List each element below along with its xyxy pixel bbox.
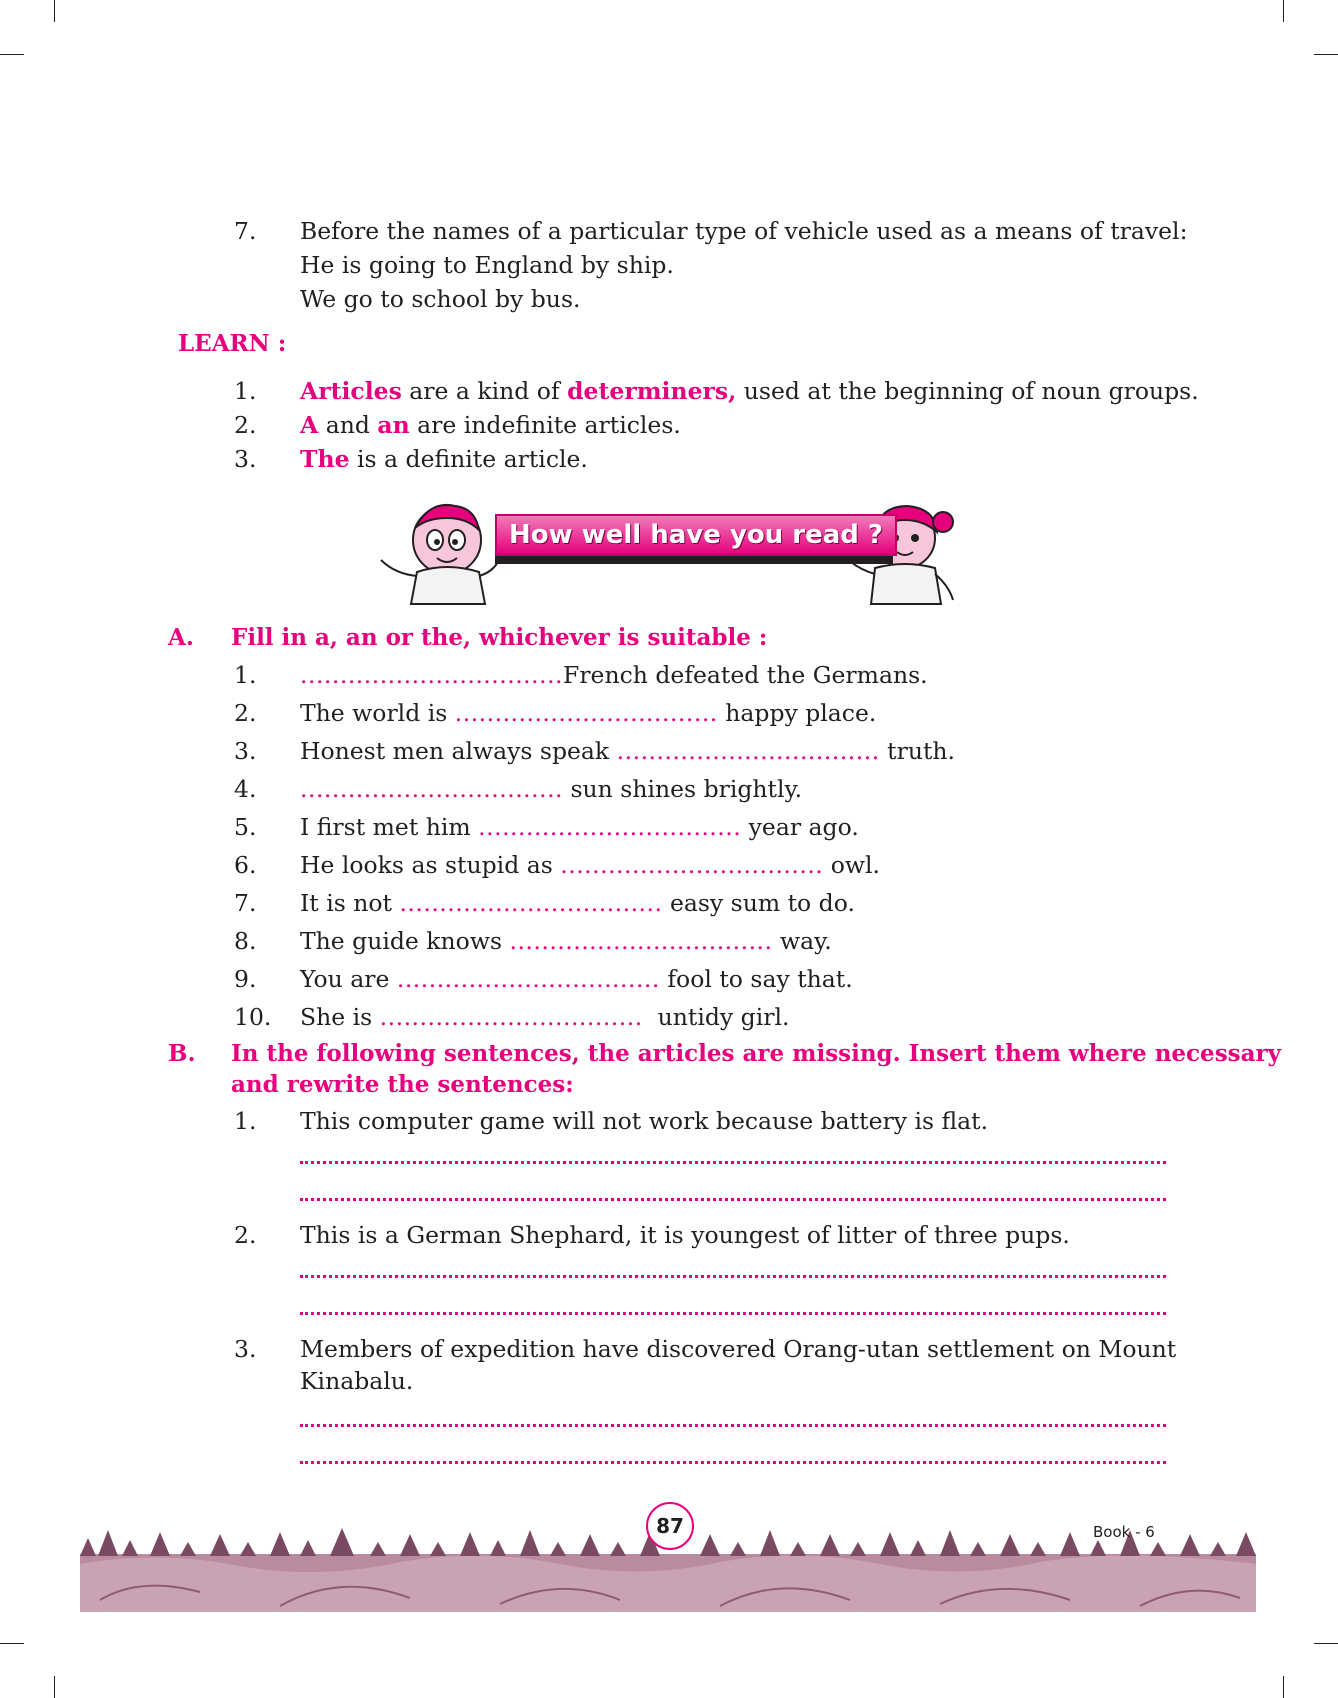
question-number: 8.: [234, 927, 257, 955]
question-text: Honest men always speak: [300, 737, 617, 765]
crop-mark: [1314, 54, 1338, 55]
answer-blank[interactable]: .................................: [616, 737, 880, 765]
crop-mark: [0, 1643, 24, 1644]
answer-blank[interactable]: .................................: [478, 813, 742, 841]
learn-number: 1.: [234, 377, 257, 405]
answer-line[interactable]: [300, 1461, 1166, 1464]
crop-mark: [1314, 1643, 1338, 1644]
answer-blank[interactable]: .................................: [509, 927, 773, 955]
section-b-title: In the following sentences, the articles are missing. Insert them where necessary: [231, 1040, 1281, 1067]
learn-text: is a definite article.: [349, 445, 588, 473]
learn-term: The: [300, 445, 350, 473]
question-text: happy place.: [717, 699, 877, 727]
answer-blank[interactable]: .................................: [399, 889, 663, 917]
fill-question: [300, 810, 859, 844]
question-number: 3.: [234, 1335, 257, 1363]
rule-example: He is going to England by ship.: [300, 251, 674, 279]
question-text: French defeated the Germans.: [563, 661, 928, 689]
answer-line[interactable]: [300, 1198, 1166, 1201]
question-number: 7.: [234, 889, 257, 917]
learn-item: [300, 442, 588, 476]
question-text: It is not: [300, 889, 400, 917]
question-number: 1.: [234, 1107, 257, 1135]
fill-question: [300, 848, 880, 882]
answer-blank[interactable]: .................................: [396, 965, 660, 993]
fill-question: [300, 962, 853, 996]
how-well-banner: [375, 500, 965, 610]
question-text: truth.: [879, 737, 956, 765]
question-text: He looks as stupid as: [300, 851, 561, 879]
question-number: 2.: [234, 1221, 257, 1249]
crop-mark: [1283, 1676, 1284, 1698]
learn-item: [300, 408, 681, 442]
answer-blank[interactable]: .................................: [300, 661, 564, 689]
fill-question: [300, 924, 832, 958]
learn-number: 2.: [234, 411, 257, 439]
section-b-title: and rewrite the sentences:: [231, 1071, 574, 1098]
question-number: 4.: [234, 775, 257, 803]
learn-number: 3.: [234, 445, 257, 473]
rewrite-question: Members of expedition have discovered Orang-utan settlement on Mount: [300, 1335, 1177, 1363]
section-a-letter: A.: [168, 624, 194, 651]
rewrite-question: Kinabalu.: [300, 1367, 414, 1395]
question-number: 5.: [234, 813, 257, 841]
fill-question: [300, 696, 876, 730]
learn-item: [300, 374, 1199, 408]
question-text: way.: [772, 927, 832, 955]
question-number: 10.: [234, 1003, 272, 1031]
answer-line[interactable]: [300, 1312, 1166, 1315]
banner-title: How well have you read ?: [495, 514, 897, 556]
learn-text: and: [318, 411, 378, 439]
question-number: 9.: [234, 965, 257, 993]
learn-term: determiners,: [567, 377, 737, 405]
question-text: She is: [300, 1003, 380, 1031]
book-label: Book - 6: [1093, 1523, 1155, 1541]
question-text: The guide knows: [300, 927, 510, 955]
answer-line[interactable]: [300, 1424, 1166, 1427]
rewrite-question: This computer game will not work because battery is flat.: [300, 1107, 989, 1135]
answer-blank[interactable]: .................................: [454, 699, 718, 727]
learn-text: used at the beginning of noun groups.: [736, 377, 1199, 405]
crop-mark: [1283, 0, 1284, 22]
fill-question: [300, 772, 802, 806]
learn-term: an: [377, 411, 410, 439]
question-number: 3.: [234, 737, 257, 765]
page-number: 87: [646, 1502, 694, 1550]
section-a-title: Fill in a, an or the, whichever is suitable :: [231, 624, 768, 651]
rule-example: We go to school by bus.: [300, 285, 581, 313]
question-text: The world is: [300, 699, 455, 727]
fill-question: [300, 658, 928, 692]
question-text: You are: [300, 965, 397, 993]
question-text: untidy girl.: [642, 1003, 790, 1031]
question-number: 1.: [234, 661, 257, 689]
question-number: 6.: [234, 851, 257, 879]
question-text: owl.: [823, 851, 880, 879]
question-text: I first met him: [300, 813, 479, 841]
fill-question: [300, 734, 955, 768]
rule-text: Before the names of a particular type of vehicle used as a means of travel:: [300, 217, 1188, 245]
crop-mark: [0, 54, 24, 55]
answer-line[interactable]: [300, 1275, 1166, 1278]
rewrite-question: This is a German Shephard, it is youngest of litter of three pups.: [300, 1221, 1070, 1249]
learn-heading: LEARN :: [178, 330, 287, 357]
learn-text: are indefinite articles.: [409, 411, 681, 439]
question-text: year ago.: [741, 813, 859, 841]
answer-blank[interactable]: .................................: [560, 851, 824, 879]
banner-underline: [495, 556, 893, 564]
question-number: 2.: [234, 699, 257, 727]
fill-question: [300, 1000, 789, 1034]
answer-line[interactable]: [300, 1161, 1166, 1164]
answer-blank[interactable]: .................................: [300, 775, 564, 803]
fill-question: [300, 886, 855, 920]
question-text: fool to say that.: [659, 965, 853, 993]
learn-term: A: [300, 411, 319, 439]
section-b-letter: B.: [168, 1040, 196, 1067]
question-text: easy sum to do.: [662, 889, 855, 917]
crop-mark: [54, 1676, 55, 1698]
rule-number: 7.: [234, 217, 257, 245]
question-text: sun shines brightly.: [563, 775, 803, 803]
learn-term: Articles: [300, 377, 402, 405]
crop-mark: [54, 0, 55, 22]
answer-blank[interactable]: .................................: [379, 1003, 643, 1031]
learn-text: are a kind of: [401, 377, 568, 405]
